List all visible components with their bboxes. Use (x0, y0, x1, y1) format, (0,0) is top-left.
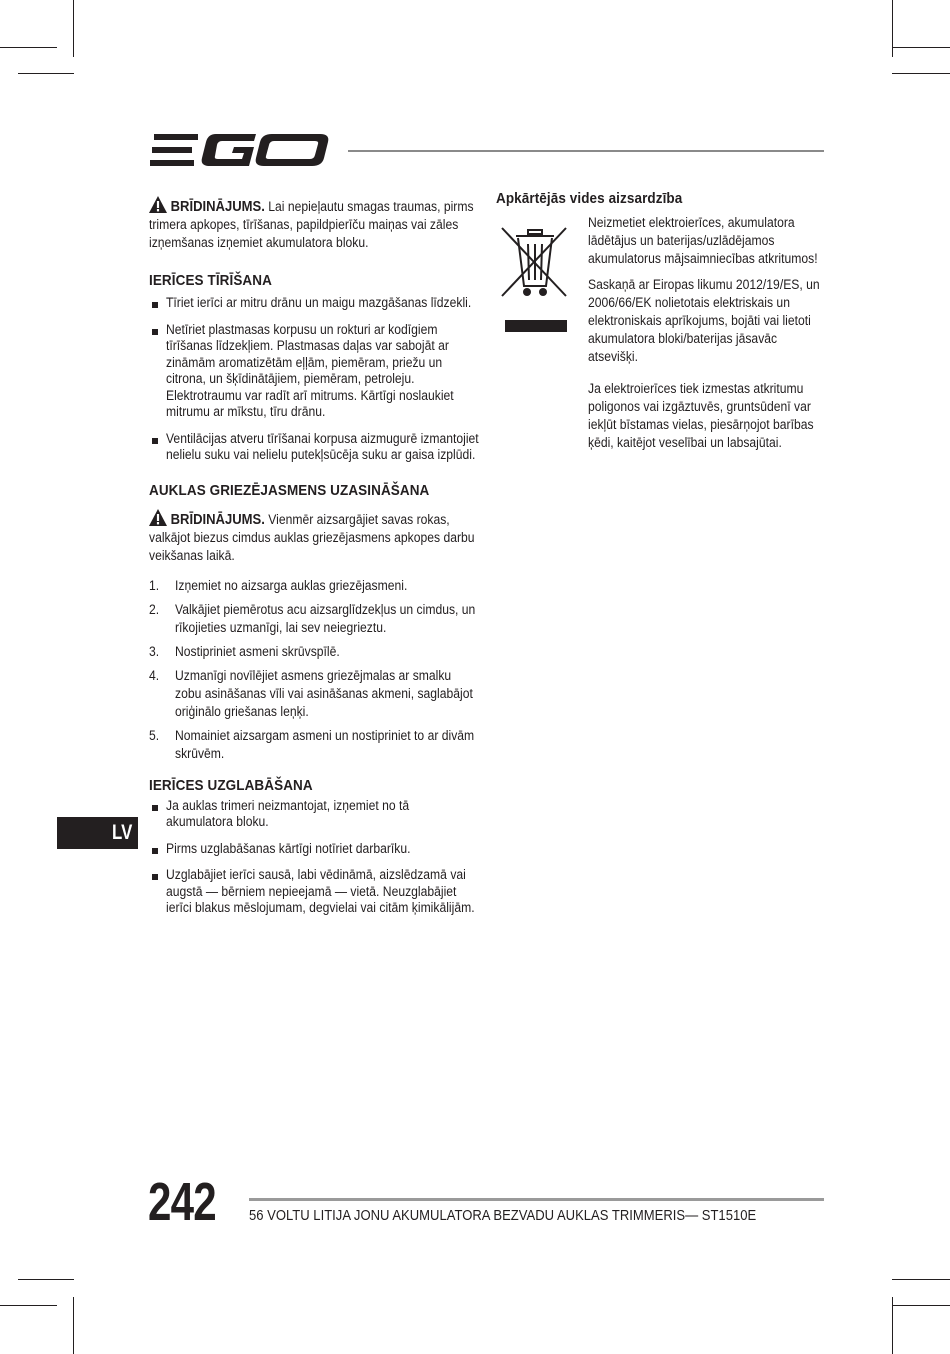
bullet-icon (152, 438, 158, 444)
list-item: Tīriet ierīci ar mitru drānu un maigu mazgāšanas līdzekli. (149, 295, 479, 312)
sharpening-steps (149, 577, 479, 763)
page-number: 242 (148, 1172, 216, 1232)
warning-paragraph (149, 196, 479, 252)
ego-logo (148, 128, 332, 172)
warning-label: BRĪDINĀJUMS. (170, 511, 265, 528)
environment-paragraph: Ja elektroierīces tiek izmestas atkritumu poligonos vai izgāztuvēs, gruntsūdenī var iekļūt bīstamas vielas, piesārņojot barības ķēdi, kaitējot veselībai un labsajūtai. (588, 381, 814, 450)
list-item: Ventilācijas atveru tīrīšanai korpusa aizmugurē izmantojiet nelielu suku vai nelielu putekļsūcēja suku ar gaisa izplūdi. (149, 431, 479, 464)
list-item: Pirms uzglabāšanas kārtīgi notīriet darbarīku. (149, 841, 479, 858)
step-item: 2. Valkājiet piemērotus acu aizsarglīdzekļus un cimdus, un rīkojieties uzmanīgi, lai sev neiegrieztu. (149, 601, 476, 635)
bullet-icon (152, 302, 158, 308)
warning-icon (149, 509, 167, 526)
crop-mark (892, 0, 893, 57)
sharpening-heading: AUKLAS GRIEZĒJASMENS UZASINĀŠANA (149, 481, 430, 499)
list-item: Ja auklas trimeri neizmantojat, izņemiet no tā akumulatora bloku. (149, 798, 479, 831)
warning-label: BRĪDINĀJUMS. (170, 199, 265, 215)
warning-paragraph (149, 509, 479, 565)
step-item: 3. Nostipriniet asmeni skrūvspīlē. (149, 643, 340, 659)
right-column (496, 190, 826, 450)
warning-text: Vienmēr aizsargājiet savas rokas, valkājot biezus cimdus auklas griezējasmens apkopes darbu veikšanas laikā. (149, 511, 475, 563)
crop-mark (73, 1297, 74, 1354)
crop-mark (0, 1305, 57, 1306)
footer-title: 56 VOLTU LITIJA JONU AKUMULATORA BEZVADU AUKLAS TRIMMERIS— ST1510E (249, 1208, 757, 1224)
crop-mark (18, 73, 74, 74)
language-tab (57, 817, 138, 849)
crop-mark (18, 1279, 74, 1280)
step-item: 4. Uzmanīgi novīlējiet asmens griezējmalas ar smalku zobu asināšanas vīli vai asināšanas akmeni, saglabājot oriģinālo griešanas leņķi. (149, 667, 473, 719)
header-rule (348, 150, 824, 152)
warning-text: Lai nepieļautu smagas traumas, pirms trimera apkopes, tīrīšanas, papildpierīču maiņas vai zāles izņemšanas izņemiet akumulatora bloku. (149, 199, 474, 250)
weee-bin-icon (496, 224, 574, 334)
cleaning-heading: IERĪCES TĪRĪŠANA (149, 272, 272, 289)
list-item: Uzglabājiet ierīci sausā, labi vēdināmā, aizslēdzamā vai augstā — bērniem nepieejamā — vietā. Neuzglabājiet ierīci blakus mēslojumam, degvielai vai citām ķimikālijām. (149, 867, 479, 917)
left-column (149, 196, 479, 927)
bullet-icon (152, 329, 158, 335)
footer-rule (249, 1198, 824, 1201)
language-code: LV (111, 821, 132, 844)
list-item: Netīriet plastmasas korpusu un rokturi ar kodīgiem tīrīšanas līdzekļiem. Plastmasas daļas var sabojāt ar zināmām aromatizētām eļļām, piemēram, priežu un citrona, un šķīdinātājiem, piemēram, petroleju. Elektrotraumu var radīt arī mitrums. Kārtīgi noslaukiet mitrumu ar mīkstu, tīru drānu. (149, 322, 479, 421)
cleaning-list (149, 295, 479, 464)
environment-text (588, 214, 824, 456)
crop-mark (0, 47, 57, 48)
crop-mark (73, 0, 74, 57)
storage-list (149, 798, 479, 917)
warning-icon (149, 196, 167, 213)
step-item: 1. Izņemiet no aizsarga auklas griezējasmeni. (149, 577, 408, 593)
environment-heading: Apkārtējās vides aizsardzība (496, 190, 683, 207)
bullet-icon (152, 848, 158, 854)
crop-mark (893, 47, 950, 48)
step-item: 5. Nomainiet aizsargam asmeni un nostipriniet to ar divām skrūvēm. (149, 727, 475, 761)
bullet-icon (152, 874, 158, 880)
environment-paragraph: Neizmetiet elektroierīces, akumulatora lādētājus un baterijas/uzlādējamos akumulatorus mājsaimniecības atkritumos! (588, 215, 818, 266)
crop-mark (892, 1279, 950, 1280)
bullet-icon (152, 805, 158, 811)
crop-mark (893, 1305, 950, 1306)
environment-paragraph: Saskaņā ar Eiropas likumu 2012/19/ES, un 2006/66/EK nolietotais elektriskais un elektroniskais aprīkojums, bojāti vai lietoti akumulatora bloki/baterijas jāsavāc atsevišķi. (588, 277, 820, 364)
storage-heading: IERĪCES UZGLABĀŠANA (149, 776, 313, 794)
crop-mark (892, 73, 950, 74)
